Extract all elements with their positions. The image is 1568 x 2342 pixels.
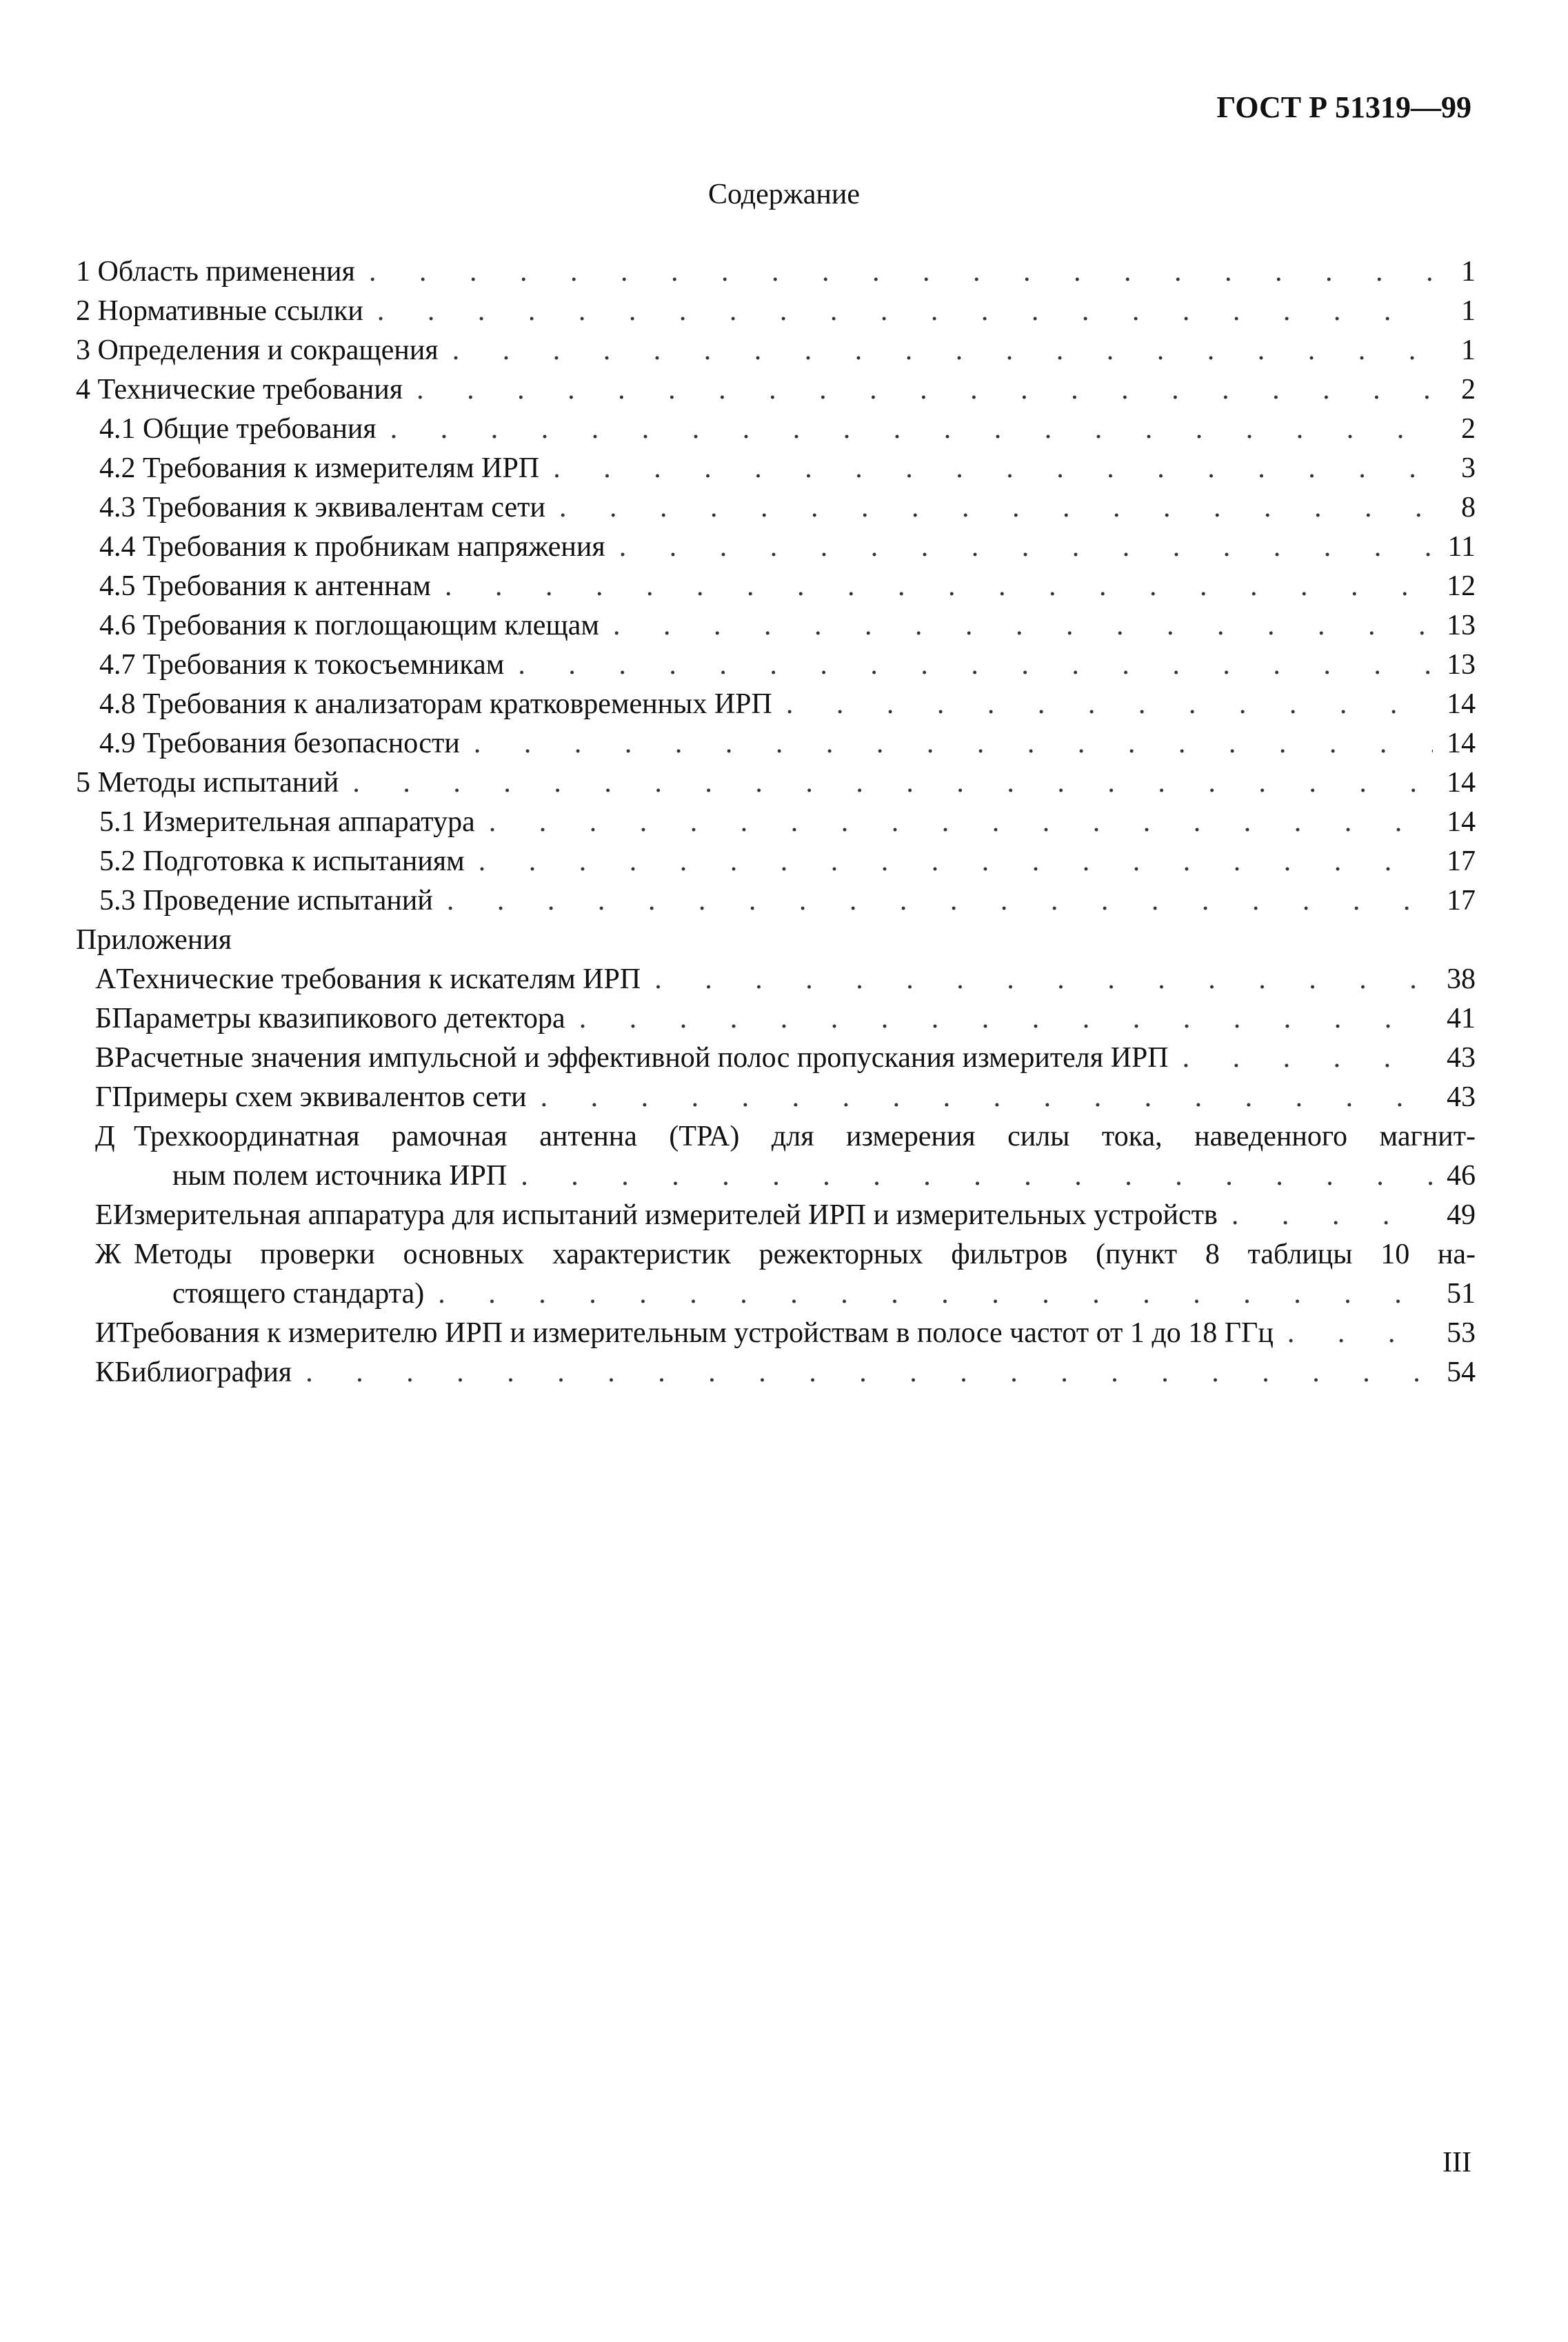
toc-entry[interactable] (76, 368, 1476, 407)
toc-entry-page: 1 (1461, 334, 1476, 366)
toc-entry-label: Методы проверки основных характеристик режекторных фильтров (пункт 8 таблицы 10 на- (134, 1238, 1476, 1270)
dot-leader (1287, 1316, 1433, 1350)
toc-entry-label: 2 Нормативные ссылки (76, 294, 363, 327)
toc-entry[interactable] (76, 1036, 1476, 1075)
toc-entry[interactable] (76, 1075, 1476, 1114)
toc-entry-label: 4.5 Требования к антеннам (99, 570, 431, 602)
dot-leader (452, 333, 1433, 368)
toc-entry-page: 38 (1447, 963, 1476, 995)
toc-entry-page: 11 (1447, 530, 1476, 563)
dot-leader (305, 1355, 1433, 1390)
toc-entry[interactable] (76, 328, 1476, 368)
dot-leader (377, 294, 1433, 328)
toc-entry[interactable] (76, 1311, 1476, 1350)
toc-entry-page: 8 (1461, 491, 1476, 523)
toc-entry[interactable] (76, 957, 1476, 997)
dot-leader (521, 1159, 1433, 1193)
toc-entry-label: Измерительная аппаратура для испытаний измерителей ИРП и измерительных устройств (112, 1199, 1218, 1231)
dot-leader (479, 844, 1433, 879)
dot-leader (352, 765, 1433, 800)
toc-entry-page: 1 (1461, 255, 1476, 288)
toc-entry-label: 5.2 Подготовка к испытаниям (99, 845, 465, 877)
toc-entry-label: 4.4 Требования к пробникам напряжения (99, 530, 605, 563)
toc-entry[interactable] (76, 800, 1476, 839)
toc-entry[interactable] (76, 446, 1476, 486)
toc-entry[interactable] (76, 879, 1476, 918)
toc-entry-page: 17 (1447, 845, 1476, 877)
toc-entry-page: 53 (1447, 1317, 1476, 1349)
toc-entry-page: 43 (1447, 1081, 1476, 1113)
toc-entry-label: 4.9 Требования безопасности (99, 727, 460, 759)
dot-leader (1183, 1041, 1433, 1075)
dot-leader (474, 726, 1433, 761)
toc-entry-label: 4 Технические требования (76, 373, 403, 406)
toc-entry[interactable] (76, 761, 1476, 800)
toc-entry[interactable] (76, 525, 1476, 564)
dot-leader (553, 451, 1433, 486)
appendix-letter: Е (95, 1199, 113, 1231)
appendix-letter: Г (95, 1081, 112, 1113)
toc-entry-label: 3 Определения и сокращения (76, 334, 439, 366)
toc-entry[interactable] (76, 721, 1476, 761)
toc-entry-page: 3 (1461, 452, 1476, 484)
dot-leader (654, 962, 1433, 997)
toc-entry-page: 14 (1447, 766, 1476, 799)
toc-entry-label: 4.6 Требования к поглощающим клещам (99, 609, 600, 641)
toc-entry[interactable] (76, 1114, 1476, 1154)
toc-entry[interactable] (76, 643, 1476, 682)
toc-section-heading[interactable] (76, 918, 1476, 957)
dot-leader (445, 569, 1433, 603)
toc-entry-label: 1 Область применения (76, 255, 355, 288)
toc-entry-label: Трехкоординатная рамочная антенна (ТРА) для измерения силы тока, наведенного магнит- (134, 1120, 1476, 1152)
appendix-letter: А (95, 963, 117, 995)
toc-entry[interactable] (76, 1232, 1476, 1272)
toc-entry-page: 41 (1447, 1002, 1476, 1034)
dot-leader (518, 648, 1433, 682)
toc-entry[interactable] (76, 407, 1476, 446)
dot-leader (613, 608, 1433, 643)
toc-entry-label: Требования к измерителю ИРП и измерительным устройствам в полосе частот от 1 до 18 ГГц (116, 1317, 1274, 1349)
toc-entry[interactable] (76, 603, 1476, 643)
toc-entry[interactable] (76, 839, 1476, 879)
dot-leader (541, 1080, 1433, 1114)
toc-entry-label: Расчетные значения импульсной и эффективной полос пропускания измерителя ИРП (114, 1041, 1169, 1074)
toc-entry[interactable] (76, 682, 1476, 721)
dot-leader (438, 1277, 1433, 1311)
dot-leader (579, 1001, 1433, 1036)
toc-entry-page: 13 (1447, 609, 1476, 641)
toc-entry-page: 51 (1447, 1277, 1476, 1310)
toc-entry-page: 46 (1447, 1159, 1476, 1192)
appendix-letter: Б (95, 1002, 112, 1034)
toc-entry-page: 14 (1447, 727, 1476, 759)
appendix-letter: Д (95, 1120, 115, 1152)
toc-entry[interactable] (76, 1350, 1476, 1390)
page-number: III (1443, 2147, 1471, 2179)
toc-entry-page: 1 (1461, 294, 1476, 327)
toc-entry-label: 4.7 Требования к токосъемникам (99, 648, 505, 681)
toc-entry-label: 5.1 Измерительная аппаратура (99, 805, 475, 838)
toc-entry-continuation[interactable] (76, 1272, 1476, 1311)
dot-leader (1232, 1198, 1433, 1232)
appendix-letter: Ж (95, 1238, 121, 1270)
toc-entry-page: 2 (1461, 373, 1476, 406)
toc-entry-page: 17 (1447, 884, 1476, 917)
toc-entry-label: Приложения (76, 923, 232, 956)
document-id: ГОСТ Р 51319—99 (1216, 90, 1471, 124)
toc-entry[interactable] (76, 1193, 1476, 1232)
dot-leader (447, 883, 1433, 918)
toc-entry-page: 14 (1447, 805, 1476, 838)
toc-entry-page: 2 (1461, 412, 1476, 445)
dot-leader (786, 687, 1433, 721)
toc-entry-page: 13 (1447, 648, 1476, 681)
toc-entry[interactable] (76, 289, 1476, 328)
appendix-letter: В (95, 1041, 115, 1074)
toc-entry[interactable] (76, 564, 1476, 603)
table-of-contents (76, 250, 1476, 1390)
appendix-letter: К (95, 1356, 115, 1388)
dot-leader (489, 805, 1433, 839)
dot-leader (559, 490, 1433, 525)
toc-entry-label: 4.3 Требования к эквивалентам сети (99, 491, 545, 523)
toc-entry-label: 4.1 Общие требования (99, 412, 376, 445)
toc-entry-label: 4.8 Требования к анализаторам кратковременных ИРП (99, 688, 772, 720)
toc-entry[interactable] (76, 250, 1476, 289)
dot-leader (390, 412, 1433, 446)
toc-entry-label: ным полем источника ИРП (172, 1159, 507, 1192)
dot-leader (416, 372, 1433, 407)
toc-entry-label: стоящего стандарта) (172, 1277, 425, 1310)
toc-entry-label: 5 Методы испытаний (76, 766, 339, 799)
toc-entry-label: 5.3 Проведение испытаний (99, 884, 433, 917)
toc-entry-label: 4.2 Требования к измерителям ИРП (99, 452, 540, 484)
toc-entry-page: 14 (1447, 688, 1476, 720)
toc-entry-label: Технические требования к искателям ИРП (116, 963, 641, 995)
dot-leader (369, 254, 1433, 289)
toc-entry-label: Параметры квазипикового детектора (112, 1002, 565, 1034)
page-title: Содержание (707, 179, 861, 210)
toc-entry-page: 54 (1447, 1356, 1476, 1388)
toc-entry-label: Примеры схем эквивалентов сети (112, 1081, 527, 1113)
appendix-letter: И (95, 1317, 117, 1349)
toc-entry-page: 43 (1447, 1041, 1476, 1074)
toc-entry-page: 49 (1447, 1199, 1476, 1231)
toc-entry-page: 12 (1447, 570, 1476, 602)
toc-entry-label: Библиография (114, 1356, 292, 1388)
toc-entry-continuation[interactable] (76, 1154, 1476, 1193)
toc-entry[interactable] (76, 486, 1476, 525)
dot-leader (619, 530, 1433, 564)
toc-entry[interactable] (76, 997, 1476, 1036)
